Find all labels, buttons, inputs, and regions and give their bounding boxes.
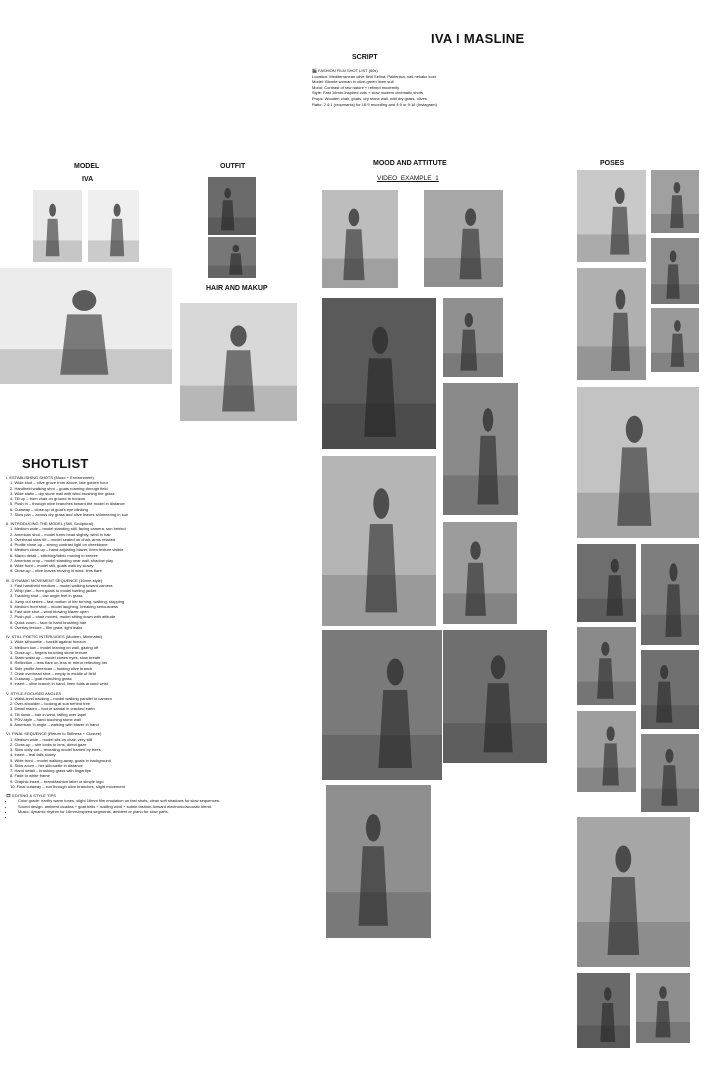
mood-photo-tree [322,298,436,449]
shotlist-item: 2. Over-shoulder – looking at sun behind tree [10,701,91,706]
pose-photo-12 [641,734,699,812]
shotlist-section-title: II. INTRODUCING THE MODEL (Still, Sculptural) [6,521,94,526]
shotlist-item: 4. Tilt down – hair in wind, falling over lapel [10,711,87,717]
pose-photo-7 [577,544,636,622]
shotlist-item: 3. Close-up – fingers touching stone texture [10,649,88,655]
shotlist-item: 6. American ¾ angle – walking with blazer in hand [10,722,99,727]
shotlist-title: SHOTLIST [22,456,89,471]
shotlist-item: 3. Detail macro – foot in sandal in cracked earth [10,706,95,712]
shotlist-item: 2. Close-up – she looks to lens, direct gaze [10,741,87,747]
shotlist-item: 4. Static waist up – model closes eyes, slow breath [10,655,101,660]
shotlist-section [6,521,306,574]
pose-photo-4 [577,268,646,380]
shotlist-section [6,731,306,789]
shotlist-item: 4. Jump cut series – fast motion of her turning, walking, stopping [10,598,125,604]
shotlist-section-title: IV. STILL POETIC INTERLUDES (Modern, Minimalist) [6,634,102,639]
pose-photo-8 [641,544,699,645]
editing-tips [6,793,306,819]
shotlist-item: 7. Chair overhead shot – empty in middle of field [10,670,96,676]
shotlist-item: 2. Whip pan – from goats to model twirling jacket [10,588,97,593]
shotlist-section [6,691,306,728]
pose-photo-9 [577,627,636,705]
shotlist-item: 1. Medium wide – model sits on chair, very still [10,736,93,742]
shotlist-body [6,475,306,819]
pose-photo-2 [651,170,699,233]
mood-photo-standing-field [443,383,518,515]
shotlist-item: 6. Cutaway – close-up of goat's eye blinking [10,506,88,512]
script-line: Props: Wooden chair, goats, dry stone wall, wild dry grass, olives [312,95,427,101]
mood-photo-meadow [443,522,517,624]
hair-makeup-photo [180,303,297,421]
mood-photo-chair-landscape [326,785,431,938]
model-photo-crouching-2 [88,190,139,262]
script-line: 🎬 FASHION FILM SHOT LIST (60s) [312,68,378,73]
mood-photo-hills [424,190,503,287]
shotlist-item: 9. Graphic insert – brand/fashion label or simple logo [10,778,104,784]
shotlist-item: 4. Profile close-up – strong contrast light on cheekbone [10,542,108,547]
shotlist-item: 3. Wide static – dry stone wall with wind brushing the grass [10,490,115,496]
shotlist-section-title: I. ESTABLISHING SHOTS (Mood + Environment) [6,475,94,480]
outfit-photo-trousers [208,237,256,278]
video-example-link[interactable]: VIDEO_EXAMPLE_1 [377,175,439,182]
shotlist-item: 5. Reflection – lens flare on lens or mirror reflecting her [10,660,108,666]
script-line: Location: Mediterranean olive field Selina, Paklenica, naš nekako kost [312,73,436,79]
shotlist-item: 8. Fade to white frame [10,773,50,779]
shotlist-item: 7. Push-pull – chair moved, model sitting down with attitude [10,614,116,620]
shotlist-item: 10. Final cutaway – sun through olive branches, slight movement [10,783,125,789]
shotlist-item: 2. American shot – model turns head slightly, wind in hair [10,531,111,537]
shotlist-item: 5. Push in – through olive branches toward the model in distance [10,501,125,507]
mood-heading: MOOD AND ATTITUTE [373,160,447,167]
page-title: IVA I MASLINE [431,31,525,46]
editing-tip: • Music: dynamic rhythm for 16mm-inspired segments, ambient or piano for slow parts. [14,809,306,814]
pose-photo-11 [577,711,636,792]
shotlist-item: 4. Insert – leaf falls slowly [10,752,56,758]
script-line: Ratio: 2.4:1 (cropmarks) for 16:9 recording and 4:5 or 9:16 (Instagram) [312,101,437,107]
mood-photo-reclining [443,298,503,377]
model-photo-reclining [0,268,172,384]
shotlist-section-title: III. DYNAMIC MOVEMENT SEQUENCE (16mm-style) [6,577,103,583]
shotlist-section [6,475,306,517]
pose-photo-14 [577,973,630,1048]
shotlist-item: 1. Waist-level tracking – model walking parallel to camera [10,695,112,701]
shotlist-item: 6. Slow zoom – her silhouette in distance [10,762,83,768]
model-heading: MODEL [74,163,100,170]
shotlist-section [6,578,306,631]
editing-tip: • Color grade: earthy warm tones, slight 16mm film emulation on fast shots, clean soft shadows for slow sequences. [14,798,306,803]
mood-photo-portrait [322,456,436,626]
shotlist-item: 6. Fast side shot – wind blowing blazer open [10,609,89,614]
shotlist-section [6,634,306,687]
pose-photo-1 [577,170,646,262]
editing-tip [14,814,306,819]
shotlist-item: 1. Wide shot – olive grove from above, late golden hour [10,480,109,486]
pose-photo-10 [641,650,699,729]
shotlist-item: 5. Wide front – model walking away, goats in background [10,757,111,763]
mood-photo-seated-chair [322,630,442,780]
shotlist-section-title: V. STYLE-FOCUSED ANGLES [6,690,62,696]
mood-photo-couple [322,190,398,288]
shotlist-item: 5. POV-style – hand touching stone wall [10,716,81,722]
pose-photo-6 [577,387,699,538]
editing-tips-title: 🎞 EDITING & STYLE TIPS [6,793,56,798]
poses-heading: POSES [600,160,625,167]
mood-photo-tree-trunk [443,630,547,763]
script-line: Mood: Contrast of raw nature + refined modernity [312,84,400,90]
shotlist-item: 1. Fast handheld medium – model walking toward camera [10,582,113,588]
shotlist-item: 3. Slow dolly out – revealing model framed by trees [10,747,101,752]
hair-makeup-heading: HAIR AND MAKUP [206,285,268,292]
outfit-heading: OUTFIT [220,163,246,170]
shotlist-item: 3. Overhead slow tilt – model seated on chair, arms relaxed [10,536,116,542]
shotlist-item: 9. Insert – olive branch in hand, linen folds around wrist [10,681,108,687]
script-line: Model: Blonde woman in olive-green linen suit [312,79,394,85]
shotlist-item: 7. Hand detail – brushing grass with fingertips [10,768,91,773]
shotlist-item: 7. American crop – model standing near wall, shadow play [10,557,114,563]
shotlist-item: 9. Overlay texture – film grain, light leaks [10,624,83,630]
shotlist-item: 3. Tracking shot – low angle feet in grass [10,593,83,599]
shotlist-item: 5. Medium front shot – model laughing, breaking seriousness [10,603,119,609]
outfit-photo-jacket [208,177,256,235]
shotlist-item: 5. Medium close-up – hand adjusting blazer, linen texture visible [10,547,124,553]
pose-photo-5 [651,308,699,372]
shotlist-item: 8. Cutaway – goat munching grass [10,676,72,681]
shotlist-item: 6. Side profile American – holding olive branch [10,665,93,671]
editing-tip: • Sound design: ambient cicadas + goat bells + rustling wind + subtle fashion-forward electronic/acoustic blend. [14,804,306,809]
shotlist-item: 1. Wide silhouette – backlit against horizon [10,639,86,645]
shotlist-item: 2. Medium low – model leaning on wall, gazing off [10,644,99,650]
pose-photo-13 [577,817,690,967]
shotlist-item: 9. Close-up – olive leaves moving in wind, lens flare [10,568,102,574]
shotlist-item: 2. Handheld walking shot – goats roaming through field [10,485,108,491]
shotlist-section-title: VI. FINAL SEQUENCE (Return to Stillness + Closure) [6,731,102,737]
shotlist-item: 8. Quick zoom – face to hand brushing hair [10,619,87,625]
shotlist-item: 8. Wide front – model still, goats walk by slowly [10,563,94,568]
script-line: Style: Fast 16mm-inspired cuts + slow modern cinematic shots [312,90,423,96]
model-photo-standing-1 [33,190,82,262]
shotlist-item: 7. Slow pan – across dry grass and olive leaves shimmering in sun [10,511,129,517]
script-heading: SCRIPT [352,54,378,61]
shotlist-item: 6. Macro detail – stitching/fabric moving in breeze [10,552,98,558]
shotlist-item: 4. Tilt up – from chair on ground to horizon [10,496,86,501]
pose-photo-15 [636,973,690,1043]
shotlist-item: 1. Medium wide – model standing still, facing camera, sun behind [10,526,126,532]
pose-photo-3 [651,238,699,304]
script-block [312,68,512,107]
model-name: IVA [82,176,94,183]
